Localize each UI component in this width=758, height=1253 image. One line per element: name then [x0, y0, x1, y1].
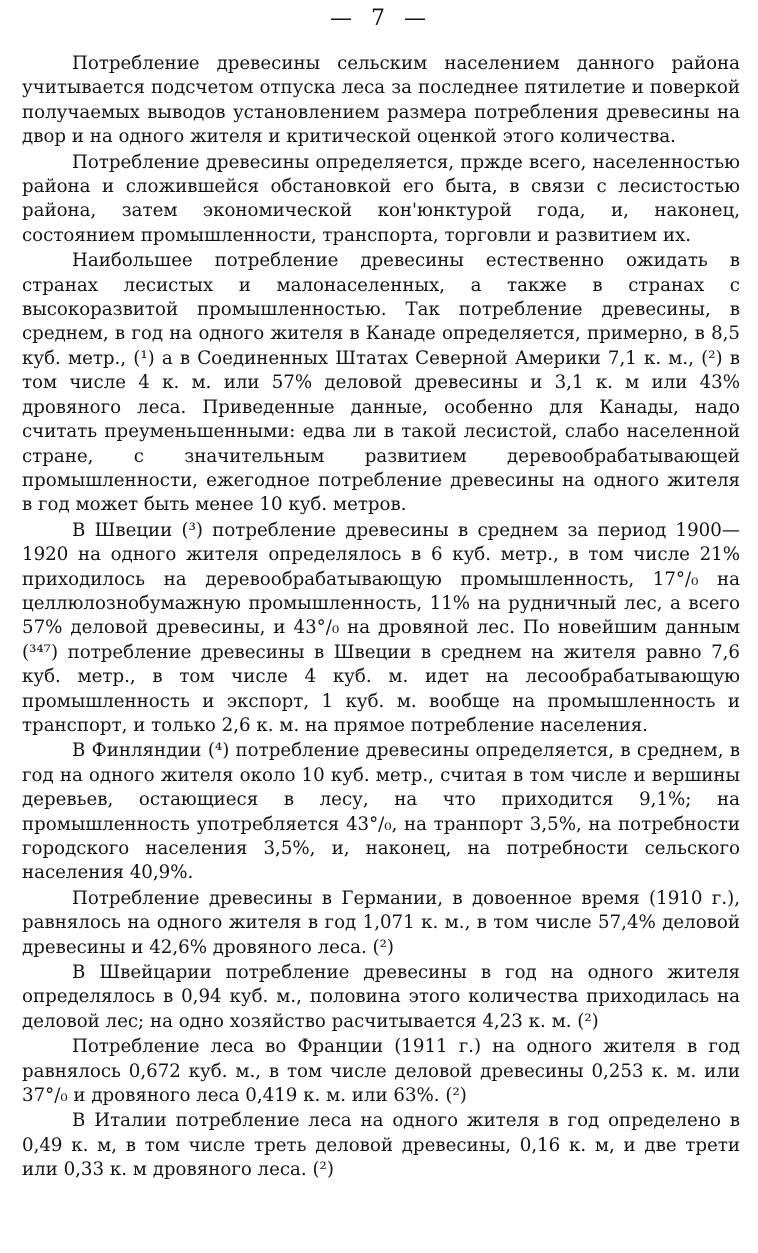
paragraph-sweden: В Швеции (³) потребление древесины в среднем за период 1900—1920 на одного жителя определялось в 6 куб. метр., в том числе 21% приходилось на деревообрабатывающую промышленность, 17°/₀ на целлюлознобумажную промышленность, 11% на рудничный лес, а всего 57% деловой древесины, и 43°/₀ на дровяной лес. По новейшим данным (³⁴⁷) потребление древесины в Швеции в среднем на жителя равно 7,6 куб. метр., в том числе 4 куб. м. идет на лесообрабатывающую промышленность и экспорт, 1 куб. м. вообще на промышленность и транспорт, и только 2,6 к. м. на прямое потребление населения.: [22, 519, 740, 736]
paragraph-italy: В Италии потребление леса на одного жителя в год определено в 0,49 к. м, в том числе треть деловой древесины, 0,16 к. м, и две трети или 0,33 к. м дровяного леса. (²): [22, 1110, 740, 1181]
page-number: — 7 —: [330, 6, 432, 31]
paragraph-finland: В Финляндии (⁴) потребление древесины определяется, в среднем, в год на одного жителя около 10 куб. метр., считая в том числе и вершины деревьев, остающиеся в лесу, на что приходится 9,1%; на промышленность употребляется 43°/₀, на транпорт 3,5%, на потребности городского населения 3,5%, и, наконец, на потребности сельского населения 40,9%.: [22, 740, 740, 884]
paragraph-canada-usa: Наибольшее потребление древесины естественно ожидать в странах лесистых и малонаселенных, а также в странах с высокоразвитой промышленностью. Так потребление древесины, в среднем, в год на одного жителя в Канаде определяется, примерно, в 8,5 куб. метр., (¹) а в Соединенных Штатах Северной Америки 7,1 к. м., (²) в том числе 4 к. м. или 57% деловой древесины и 3,1 к. м или 43% дровяного леса. Приведенные данные, особенно для Канады, надо считать преуменьшенными: едва ли в такой лесистой, слабо населенной стране, с значительным развитием деревообрабатывающей промышленности, ежегодное потребление древесины на одного жителя в год может быть менее 10 куб. метров.: [22, 250, 740, 516]
paragraph-france: Потребление леса во Франции (1911 г.) на одного жителя в год равнялось 0,672 куб. м., в том числе деловой древесины 0,253 к. м. или 37°/₀ и дровяного леса 0,419 к. м. или 63%. (²): [22, 1036, 740, 1107]
paragraph-rural-consumption: Потребление древесины сельским населением данного района учитывается подсчетом отпуска леса за последнее пятилетие и поверкой получаемых выводов установлением размера потребления древесины на двор и на одного жителя и критической оценкой этого количества.: [22, 53, 740, 148]
paragraph-germany: Потребление древесины в Германии, в довоенное время (1910 г.), равнялось на одного жителя в год 1,071 к. м., в том числе 57,4% деловой древесины и 42,6% дровяного леса. (²): [22, 887, 740, 958]
paragraph-switzerland: В Швейцарии потребление древесины в год на одного жителя определялось в 0,94 куб. м., половина этого количества приходилась на деловой лес; на одно хозяйство расчитывается 4,23 к. м. (²): [22, 962, 740, 1032]
paragraph-consumption-factors: Потребление древесины определяется, пржде всего, населенностью района и сложившейся обстановкой его быта, в связи с лесистостью района, затем экономической кон'юнктурой года, и, наконец, состоянием промышленности, транспорта, торговли и развитием их.: [22, 151, 740, 246]
document-page: [22, 0, 740, 1184]
